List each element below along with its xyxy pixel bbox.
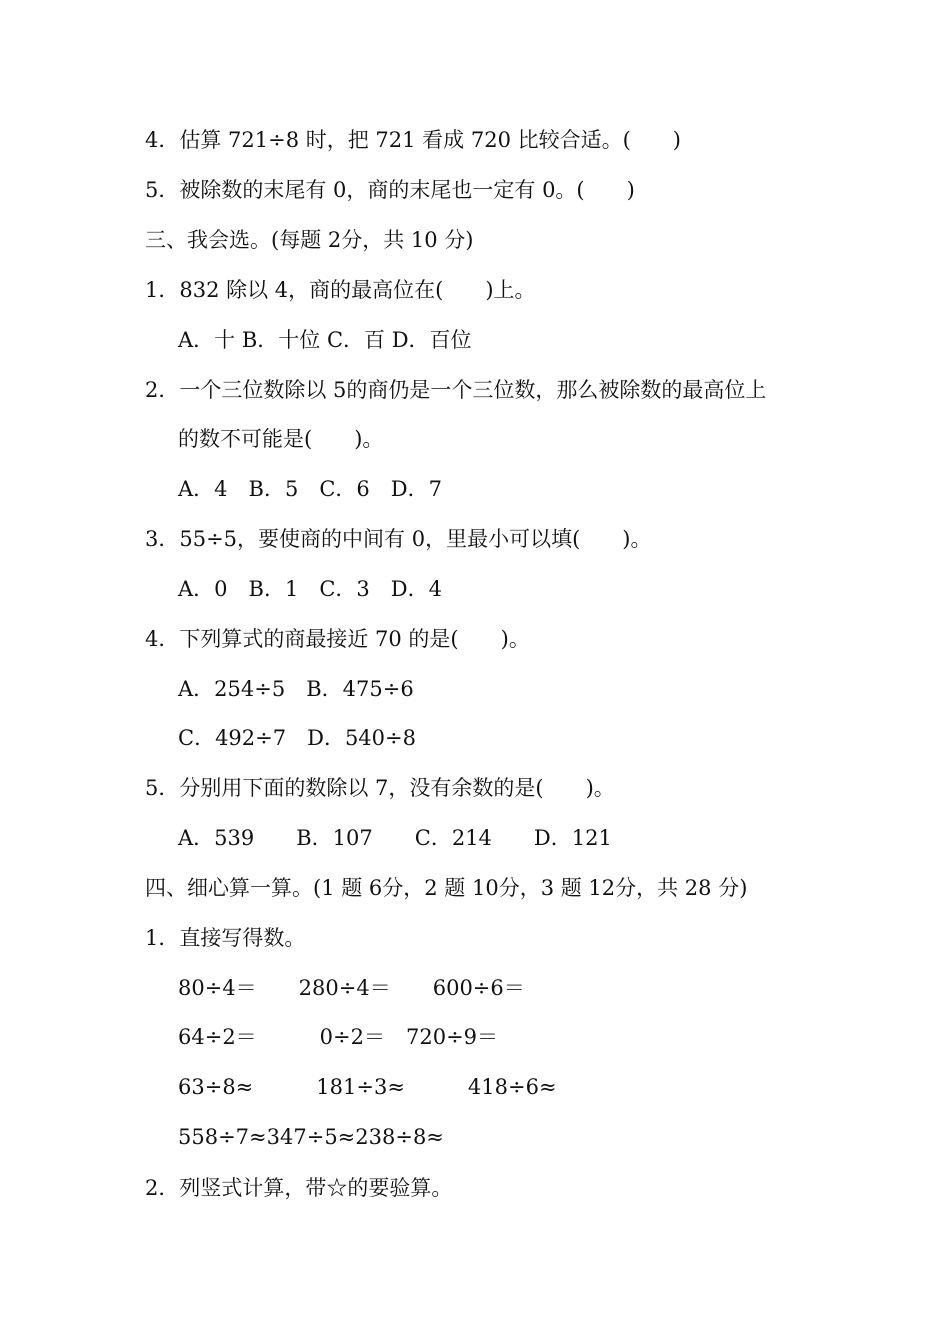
choice-question-3: 3．55÷5，要使商的中间有 0，里最小可以填( )。	[145, 527, 652, 551]
judge-item-5: 5．被除数的末尾有 0，商的末尾也一定有 0。( )	[145, 178, 635, 202]
choice-options-4a: A．254÷5 B．475÷6	[178, 677, 414, 701]
section-3-heading: 三、我会选。(每题 2分，共 10 分)	[145, 228, 474, 252]
calc-question-2: 2．列竖式计算，带☆的要验算。	[145, 1176, 453, 1200]
choice-options-1: A．十 B．十位 C．百 D．百位	[178, 328, 472, 352]
calc-question-1: 1．直接写得数。	[145, 926, 306, 950]
choice-options-3: A．0 B．1 C．3 D．4	[178, 577, 442, 601]
calc-row-1: 80÷4＝ 280÷4＝ 600÷6＝	[178, 976, 525, 1000]
choice-question-5: 5．分别用下面的数除以 7，没有余数的是( )。	[145, 776, 615, 800]
calc-row-4: 558÷7≈347÷5≈238÷8≈	[178, 1125, 444, 1149]
choice-question-1: 1．832 除以 4，商的最高位在( )上。	[145, 278, 536, 302]
judge-item-4: 4．估算 721÷8 时，把 721 看成 720 比较合适。( )	[145, 128, 682, 152]
calc-row-2: 64÷2＝ 0÷2＝ 720÷9＝	[178, 1025, 499, 1049]
choice-options-4b: C．492÷7 D．540÷8	[178, 726, 416, 750]
choice-question-2-cont: 的数不可能是( )。	[178, 427, 384, 451]
choice-options-5: A．539 B．107 C．214 D．121	[178, 826, 612, 850]
calc-row-3: 63÷8≈ 181÷3≈ 418÷6≈	[178, 1075, 557, 1099]
choice-options-2: A．4 B．5 C．6 D．7	[178, 477, 442, 501]
choice-question-2: 2．一个三位数除以 5的商仍是一个三位数，那么被除数的最高位上	[145, 378, 767, 402]
choice-question-4: 4．下列算式的商最接近 70 的是( )。	[145, 627, 530, 651]
section-4-heading: 四、细心算一算。(1 题 6分，2 题 10分，3 题 12分，共 28 分)	[145, 876, 748, 900]
